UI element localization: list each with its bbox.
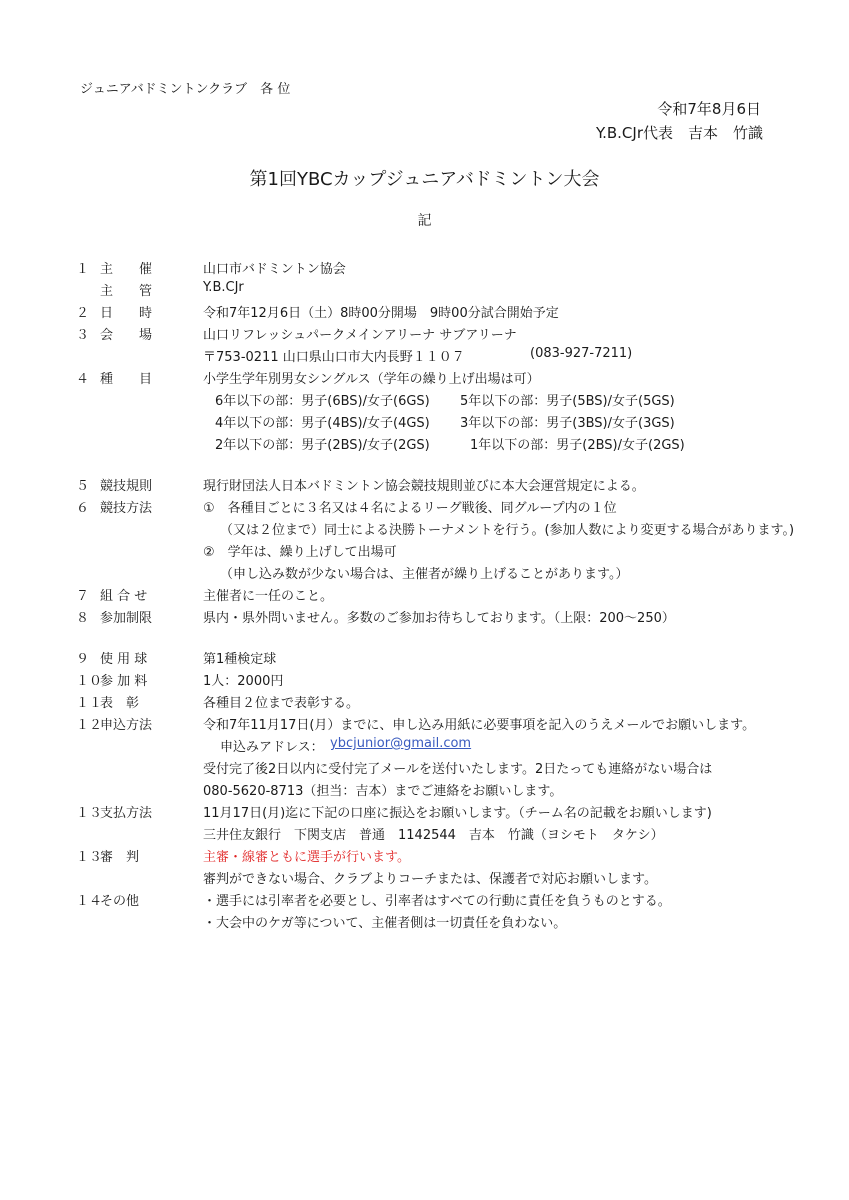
- item-events: [0, 368, 849, 390]
- item-value: 1人：2000円: [203, 674, 284, 689]
- item-number: １３: [76, 850, 103, 865]
- item-label: 表 彰: [100, 696, 140, 711]
- item-venue: [0, 324, 849, 346]
- method-line: [0, 541, 849, 563]
- item-label: 競技方法: [100, 501, 153, 516]
- item-number: １２: [76, 718, 103, 733]
- event-line: [0, 390, 849, 412]
- item-label: 参加制限: [100, 611, 153, 626]
- apply-line: [0, 758, 849, 780]
- event-division: 2年以下の部：男子(2BS)/女子(2GS): [215, 438, 430, 453]
- item-value: ① 各種目ごとに３名又は４名によるリーグ戦後、同グループ内の１位: [203, 501, 617, 516]
- item-number: ６: [76, 501, 90, 516]
- item-number: ３: [76, 328, 90, 343]
- addressee: ジュニアバドミントンクラブ 各 位: [80, 82, 291, 97]
- item-value: （申し込み数が少ない場合は、主催者が繰り上げることがあります。）: [220, 567, 629, 582]
- venue-address-row: [0, 346, 849, 368]
- payment-line: [0, 824, 849, 846]
- item-value: 県内・県外問いません。多数のご参加お待ちしております。（上限：200～250）: [203, 611, 675, 626]
- item-number: １０: [76, 674, 103, 689]
- item-value: （又は２位まで）同士による決勝トーナメントを行う。(参加人数により変更する場合があります。): [220, 523, 795, 538]
- item-label: 組 合 せ: [100, 589, 148, 604]
- item-sponsor: [0, 258, 849, 280]
- item-value: 審判ができない場合、クラブよりコーチまたは、保護者で対応お願いします。: [203, 872, 657, 887]
- issue-date: 令和7年8月6日: [657, 100, 761, 118]
- item-referee: [0, 846, 849, 868]
- referee-line: [0, 868, 849, 890]
- item-number: ７: [76, 589, 90, 604]
- item-label: 支払方法: [100, 806, 153, 821]
- item-value: ・大会中のケガ等について、主催者側は一切責任を負わない。: [203, 916, 567, 931]
- item-label: 日 時: [100, 306, 153, 321]
- item-label: 参 加 料: [100, 674, 148, 689]
- item-value: 山口市バドミントン協会: [203, 262, 346, 277]
- event-line: [0, 412, 849, 434]
- item-number: ５: [76, 479, 90, 494]
- sender: Y.B.CJr代表 吉本 竹識: [595, 124, 763, 142]
- method-line: [0, 519, 849, 541]
- item-value: 第1種検定球: [203, 652, 277, 667]
- event-division: 1年以下の部：男子(2BS)/女子(2GS): [470, 438, 685, 453]
- venue-phone: (083-927-7211): [530, 346, 633, 361]
- item-label: 申込方法: [100, 718, 153, 733]
- item-label: 審 判: [100, 850, 140, 865]
- item-label: 主 催: [100, 262, 153, 277]
- item-payment: [0, 802, 849, 824]
- item-fee: [0, 670, 849, 692]
- item-label: 会 場: [100, 328, 153, 343]
- item-number: ４: [76, 372, 90, 387]
- apply-address-label: 申込みアドレス：: [220, 740, 324, 755]
- item-number: １３: [76, 806, 103, 821]
- item-ball: [0, 648, 849, 670]
- apply-line: [0, 780, 849, 802]
- event-division: 6年以下の部：男子(6BS)/女子(6GS): [215, 394, 430, 409]
- item-number: １１: [76, 696, 103, 711]
- item-label: 種 目: [100, 372, 153, 387]
- item-other: [0, 890, 849, 912]
- item-number: １４: [76, 894, 103, 909]
- item-label: 主 管: [100, 284, 153, 299]
- item-number: １: [76, 262, 90, 277]
- item-draw: [0, 585, 849, 607]
- item-apply: [0, 714, 849, 736]
- apply-address-row: [0, 736, 849, 758]
- item-value: 各種目２位まで表彰する。: [203, 696, 360, 711]
- item-organizer: [0, 280, 849, 302]
- ki-heading: 記: [417, 213, 432, 229]
- item-value: 主催者に一任のこと。: [203, 589, 334, 604]
- item-value: 080-5620-8713（担当：吉本）までご連絡をお願いします。: [203, 784, 563, 799]
- item-value: 小学生学年別男女シングルス（学年の繰り上げ出場は可）: [203, 372, 540, 387]
- event-division: 5年以下の部：男子(5BS)/女子(5GS): [460, 394, 675, 409]
- item-label: その他: [100, 894, 140, 909]
- item-label: 競技規則: [100, 479, 153, 494]
- item-value: Y.B.CJr: [203, 280, 244, 295]
- referee-notice: 主審・線審ともに選手が行います。: [203, 850, 410, 865]
- event-division: 3年以下の部：男子(3BS)/女子(3GS): [460, 416, 675, 431]
- item-number: ２: [76, 306, 90, 321]
- item-method: [0, 497, 849, 519]
- item-value: ② 学年は、繰り上げして出場可: [203, 545, 397, 560]
- item-label: 使 用 球: [100, 652, 148, 667]
- item-number: ８: [76, 611, 90, 626]
- item-limit: [0, 607, 849, 629]
- event-line: [0, 434, 849, 456]
- item-value: ・選手には引率者を必要とし、引率者はすべての行動に責任を負うものとする。: [203, 894, 671, 909]
- item-value: 三井住友銀行 下関支店 普通 1142544 吉本 竹識（ヨシモト タケシ）: [203, 828, 664, 843]
- item-rules: [0, 475, 849, 497]
- apply-email-link[interactable]: ybcjunior@gmail.com: [330, 736, 472, 751]
- item-award: [0, 692, 849, 714]
- item-value: 現行財団法人日本バドミントン協会競技規則並びに本大会運営規定による。: [203, 479, 645, 494]
- item-value: 11月17日(月)迄に下記の口座に振込をお願いします。（チーム名の記載をお願いします): [203, 806, 712, 821]
- item-value: 受付完了後2日以内に受付完了メールを送付いたします。2日たっても連絡がない場合は: [203, 762, 713, 777]
- page-title: 第1回YBCカップジュニアバドミントン大会: [249, 169, 600, 190]
- item-date: [0, 302, 849, 324]
- method-line: [0, 563, 849, 585]
- item-value: 令和7年11月17日(月）までに、申し込み用紙に必要事項を記入のうえメールでお願いします。: [203, 718, 756, 733]
- item-value: 山口リフレッシュパークメインアリーナ サブアリーナ: [203, 328, 517, 343]
- other-line: [0, 912, 849, 934]
- item-number: ９: [76, 652, 90, 667]
- venue-address: 〒753-0211 山口県山口市大内長野１１０７: [203, 350, 465, 365]
- event-division: 4年以下の部：男子(4BS)/女子(4GS): [215, 416, 430, 431]
- item-value: 令和7年12月6日（土）8時00分開場 9時00分試合開始予定: [203, 306, 559, 321]
